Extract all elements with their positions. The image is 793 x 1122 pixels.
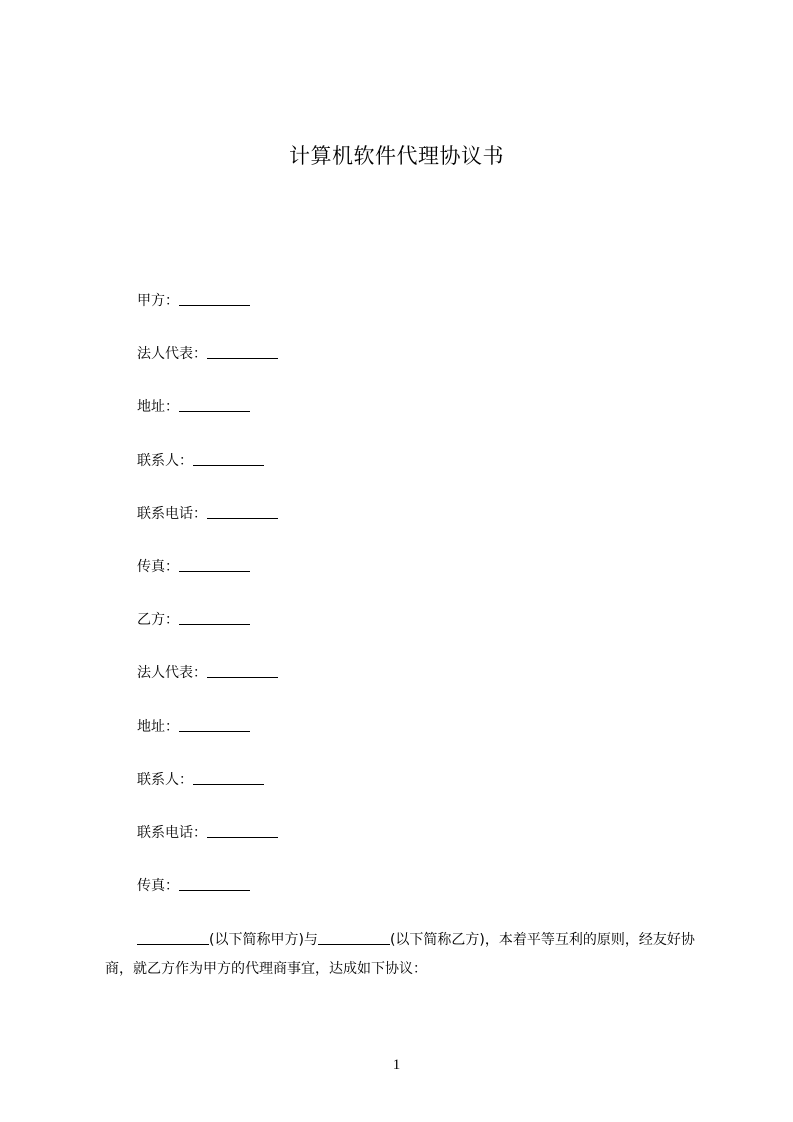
- party-fields-list: [137, 288, 697, 926]
- party-b-blank[interactable]: [179, 610, 250, 625]
- party-b-legal-rep-field: [137, 660, 697, 713]
- party-a-address-label: 地址：: [137, 399, 179, 416]
- document-title: 计算机软件代理协议书: [289, 144, 504, 168]
- intro-party-a-blank[interactable]: [137, 930, 209, 945]
- party-a-field: [137, 288, 697, 341]
- party-b-field: [137, 607, 697, 660]
- party-a-contact-blank[interactable]: [193, 451, 264, 466]
- party-b-phone-label: 联系电话：: [137, 824, 207, 841]
- party-b-contact-field: [137, 767, 697, 820]
- intro-text-part-2: (以下简称乙方)，本着平等互利的原则，经友好协商，就乙方作为甲方的代理商事宜，达成如下协议：: [105, 932, 695, 977]
- intro-party-b-blank[interactable]: [318, 930, 390, 945]
- party-b-address-field: [137, 714, 697, 767]
- party-b-phone-blank[interactable]: [207, 823, 278, 838]
- page-number: 1: [392, 1057, 401, 1073]
- party-b-address-blank[interactable]: [179, 717, 250, 732]
- party-b-legal-rep-label: 法人代表：: [137, 665, 207, 682]
- party-a-contact-field: [137, 448, 697, 501]
- party-a-address-field: [137, 394, 697, 447]
- party-a-legal-rep-field: [137, 341, 697, 394]
- party-a-fax-field: [137, 554, 697, 607]
- party-b-address-label: 地址：: [137, 718, 179, 735]
- party-b-phone-field: [137, 820, 697, 873]
- party-a-legal-rep-blank[interactable]: [207, 344, 278, 359]
- party-a-legal-rep-label: 法人代表：: [137, 346, 207, 363]
- party-a-phone-label: 联系电话：: [137, 505, 207, 522]
- party-a-contact-label: 联系人：: [137, 452, 193, 469]
- party-a-phone-field: [137, 501, 697, 554]
- party-b-contact-label: 联系人：: [137, 771, 193, 788]
- party-a-label: 甲方：: [137, 293, 179, 309]
- party-b-legal-rep-blank[interactable]: [207, 663, 278, 678]
- party-b-fax-blank[interactable]: [179, 876, 250, 891]
- agreement-intro-paragraph: [105, 926, 695, 984]
- party-a-blank[interactable]: [179, 291, 250, 306]
- party-b-contact-blank[interactable]: [193, 770, 264, 785]
- party-b-fax-field: [137, 873, 697, 926]
- intro-text-part-1: (以下简称甲方)与: [209, 932, 318, 948]
- party-a-phone-blank[interactable]: [207, 504, 278, 519]
- party-b-fax-label: 传真：: [137, 878, 179, 895]
- party-a-address-blank[interactable]: [179, 397, 250, 412]
- party-a-fax-blank[interactable]: [179, 557, 250, 572]
- party-b-label: 乙方：: [137, 612, 179, 629]
- party-a-fax-label: 传真：: [137, 558, 179, 575]
